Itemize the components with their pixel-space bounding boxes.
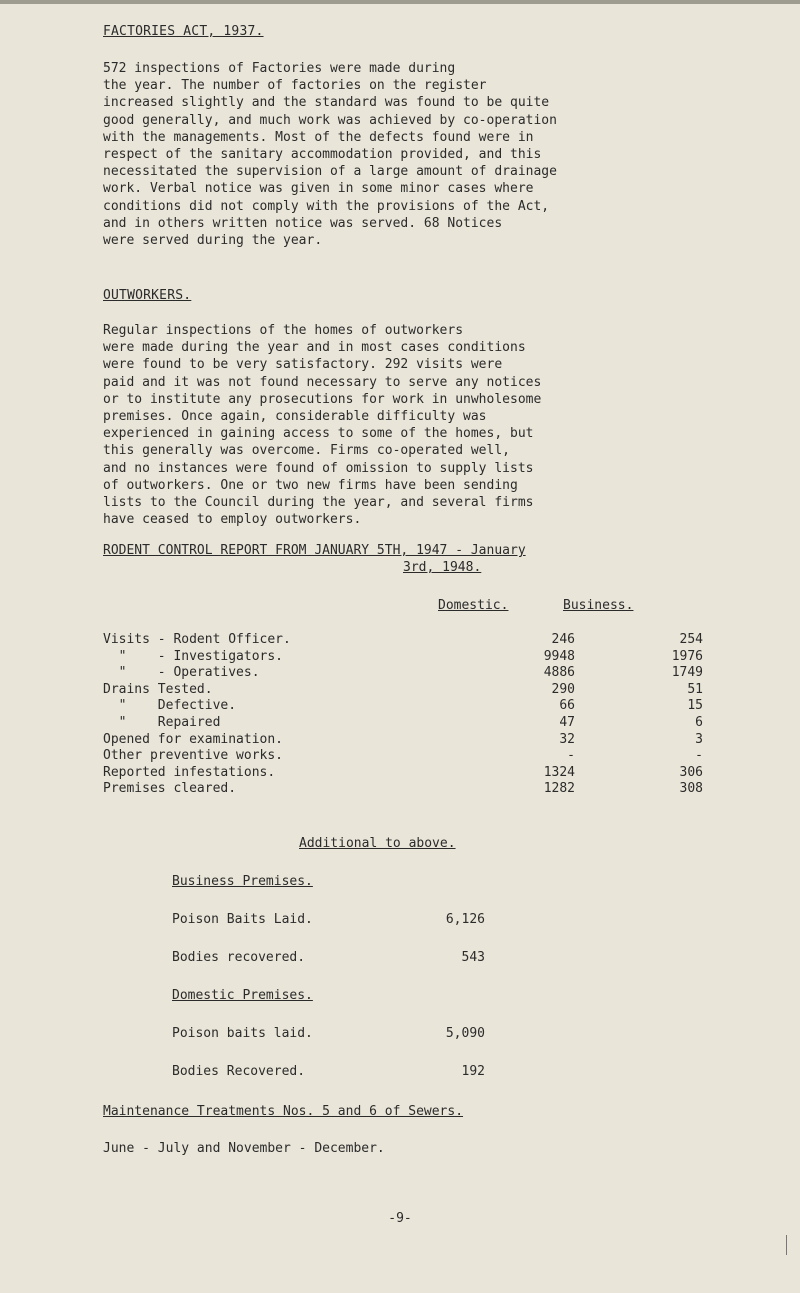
rodent-control-table [103,632,703,798]
row-label: Opened for examination. [103,731,284,747]
domestic-value: 9948 [543,648,575,664]
row-label: Visits - Rodent Officer. [103,632,291,647]
domestic-value: 246 [551,632,575,647]
business-poison-value: 6,126 [445,912,485,927]
business-value: 6 [695,714,703,730]
business-value: 1976 [671,648,703,664]
table-row [103,698,703,715]
business-value: 51 [687,681,703,697]
rodent-title-line1: RODENT CONTROL REPORT FROM JANUARY 5TH, 1947 - January [103,543,526,558]
business-premises-heading: Business Premises. [172,874,313,889]
row-label: Premises cleared. [103,781,237,797]
domestic-poison-value: 5,090 [445,1026,485,1041]
business-poison-label: Poison Baits Laid. [172,912,313,927]
table-row [103,765,703,782]
row-label: Other preventive works. [103,748,284,764]
row-label: " - Investigators. [103,648,284,664]
domestic-bodies-label: Bodies Recovered. [172,1064,306,1079]
table-row [103,781,703,798]
table-row [103,682,703,699]
business-bodies-value: 543 [461,950,485,965]
table-row [103,649,703,666]
table-row [103,632,703,649]
table-row [103,732,703,749]
business-value: 3 [695,731,703,747]
domestic-value: 1282 [543,781,575,797]
domestic-poison-label: Poison baits laid. [172,1026,313,1041]
row-label: " Defective. [103,698,237,714]
domestic-value: 47 [559,714,575,730]
factories-heading: FACTORIES ACT, 1937. [103,24,264,39]
top-edge-shadow [0,0,800,4]
outworkers-section [103,288,703,303]
additional-heading: Additional to above. [299,836,456,851]
column-header-business: Business. [563,598,634,613]
table-row [103,665,703,682]
row-label: " Repaired [103,714,221,730]
outworkers-paragraph: Regular inspections of the homes of outworkers were made during the year and in most cases conditions were found to be very satisfactory. 292 visits were paid and it was not found necessary to serve any notices or to institute any prosecutions for work in unwholesome premises. Once again, considerable difficulty was experienced in gaining access to some of the homes, but this generally was overcome. Firms co-operated well, and no instances were found of omission to supply lists of outworkers. One or two new firms have been sending lists to the Council during the year, and several firms have ceased to employ outworkers. [103,323,542,528]
business-bodies-label: Bodies recovered. [172,950,306,965]
domestic-value: 290 [551,681,575,697]
business-value: - [695,748,703,764]
domestic-bodies-value: 192 [461,1064,485,1079]
domestic-value: - [567,748,575,764]
table-row [103,748,703,765]
outworkers-heading: OUTWORKERS. [103,288,192,303]
row-label: " - Operatives. [103,665,260,681]
domestic-value: 32 [559,731,575,747]
domestic-value: 66 [559,698,575,714]
business-value: 254 [679,632,703,647]
row-label: Drains Tested. [103,681,213,697]
outworkers-body-block [103,322,703,528]
domestic-premises-heading: Domestic Premises. [172,988,313,1003]
business-value: 1749 [671,665,703,681]
margin-mark [786,1235,787,1255]
maintenance-text: June - July and November - December. [103,1141,385,1156]
domestic-value: 4886 [543,665,575,681]
rodent-control-title [103,542,703,576]
row-label: Reported infestations. [103,764,276,780]
column-header-domestic: Domestic. [438,598,509,613]
factories-paragraph: 572 inspections of Factories were made during the year. The number of factories on the register increased slightly and the standard was found to be quite good generally, and much work was achieved by co-operation with the managements. Most of the defects found were in respect of the sanitary accommodation provided, and this necessitated the supervision of a large amount of drainage work. Verbal notice was given in some minor cases where conditions did not comply with the provisions of the Act, and in others written notice was served. 68 Notices were served during the year. [103,61,557,249]
page-number: -9- [388,1211,412,1226]
table-row [103,715,703,732]
business-value: 306 [679,764,703,780]
business-value: 308 [679,781,703,797]
factories-body-block [103,60,703,249]
business-value: 15 [687,698,703,714]
domestic-value: 1324 [543,764,575,780]
factories-section [103,24,703,39]
maintenance-heading: Maintenance Treatments Nos. 5 and 6 of Sewers. [103,1104,464,1119]
rodent-title-line2: 3rd, 1948. [403,560,482,575]
